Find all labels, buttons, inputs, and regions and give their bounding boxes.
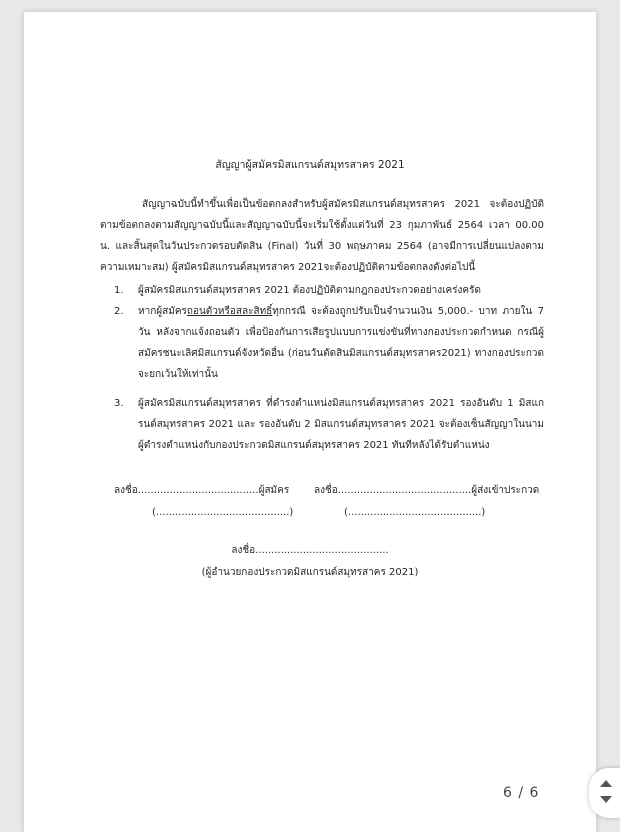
item-text: ผู้สมัครมิสแกรนด์สมุทรสาคร 2021 ต้องปฏิบัติตามกฎกองประกวดอย่างเคร่งครัด [138,285,481,296]
chevron-down-icon[interactable] [600,796,612,803]
item-text-underlined: ถอนตัวหรือสละสิทธิ์ [186,306,273,317]
terms-list [114,280,544,456]
page-indicator: 6 / 6 [503,785,540,801]
document-page [24,12,596,832]
director-role: (ผู้อำนวยกองประกวดมิสแกรนด์สมุทรสาคร 2021) [201,567,419,578]
item-number: 2. [114,306,124,317]
item-number: 3. [114,398,124,409]
intro-text: สัญญาฉบับนี้ทำขึ้นเพื่อเป็นข้อตกลงสำหรับผู้สมัครมิสแกรนด์สมุทรสาคร 2021 จะต้องปฏิบัติตามข้อตกลงตามสัญญาฉบับนี้และสัญญาฉบับนี้จะเริ่มใช้ตั้งแต่วันที่ 23 กุมภาพันธ์ 2564 เวลา 00.00 น. และสิ้นสุดในวันประกวดรอบตัดสิน (Final) วันที่ 30 พฤษภาคม 2564 (อาจมีการเปลี่ยนแปลงตามความเหมาะสม) ผู้สมัครมิสแกรนด์สมุทรสาคร 2021จะต้องปฏิบัติตามข้อตกลงดังต่อไปนี้ [100,199,544,273]
item-text: ผู้สมัครมิสแกรนด์สมุทรสาคร ที่ดำรงตำแหน่งมิสแกรนด์สมุทรสาคร 2021 รองอันดับ 1 มิสแกรนด์สมุทรสาคร 2021 และ รองอันดับ 2 มิสแกรนด์สมุทรสาคร 2021 จะต้องเซ็นสัญญาในนามผู้ดำรงตำแหน่งกับกองประกวดมิสแกรนด์สมุทรสาคร 2021 ทันทีหลังได้รับตำแหน่ง [138,398,544,451]
chevron-up-icon[interactable] [600,780,612,787]
page-scroll-control[interactable] [589,768,620,818]
contract-document [24,12,596,832]
document-title: สัญญาผู้สมัครมิสแกรนด์สมุทรสาคร 2021 [215,159,405,171]
director-signature-line: ลงชื่อ.......................................... [231,545,389,556]
item-number: 1. [114,285,124,296]
intro-paragraph [100,194,544,278]
applicant-signature-line: ลงชื่อ......................................ผู้สมัคร [114,485,290,496]
item-text-prefix: หากผู้สมัคร [138,306,187,317]
applicant-name-parentheses: (..........................................) [152,507,294,518]
list-item [114,301,544,385]
list-item [114,280,544,301]
agent-signature-line: ลงชื่อ..........................................ผู้ส่งเข้าประกวด [314,485,540,496]
list-item [114,393,544,456]
agent-name-parentheses: (..........................................) [344,507,486,518]
item-text-rest: ทุกกรณี จะต้องถูกปรับเป็นจำนวนเงิน 5,000.- บาท ภายใน 7 วัน หลังจากแจ้งถอนตัว เพื่อป้องกันการเสียรูปแบบการแข่งขันที่ทางกองประกวดกำหนด กรณีผู้สมัครชนะเลิศมิสแกรนด์จังหวัดอื่น (ก่อนวันตัดสินมิสแกรนด์สมุทรสาคร2021) ทางกองประกวดจะยกเว้นให้เท่านั้น [138,306,544,380]
